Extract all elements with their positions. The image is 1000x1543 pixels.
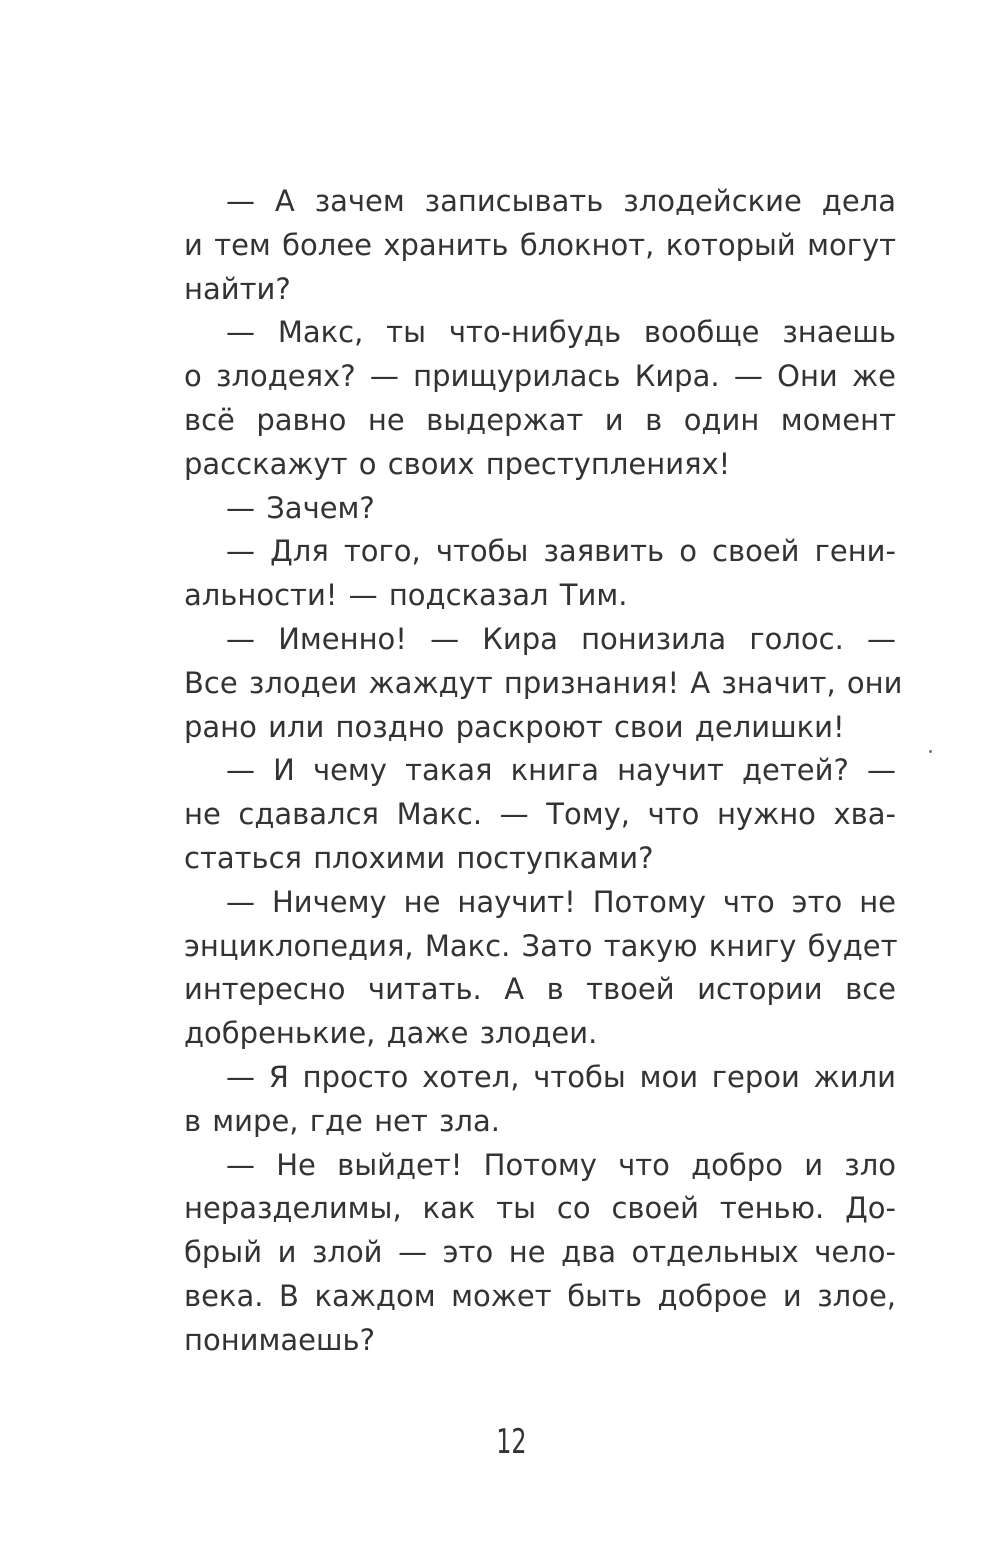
text-line: — Зачем? bbox=[226, 490, 375, 525]
text-line: Все злодеи жаждут признания! А значит, они bbox=[184, 665, 903, 700]
text-line: энциклопедия, Макс. Зато такую книгу будет bbox=[184, 928, 898, 963]
text-line: неразделимы, как ты со своей тенью. До- bbox=[184, 1191, 896, 1226]
text-line: и тем более хранить блокнот, который могут bbox=[184, 227, 896, 262]
body-text bbox=[184, 180, 903, 1363]
text-line: — И чему такая книга научит детей? — bbox=[226, 753, 896, 788]
text-line: века. В каждом может быть доброе и злое, bbox=[184, 1278, 896, 1313]
text-line: статься плохими поступками? bbox=[184, 840, 654, 875]
page-number: 12 bbox=[496, 1422, 527, 1462]
text-line: брый и злой — это не два отдельных чело- bbox=[184, 1235, 896, 1270]
text-line: не сдавался Макс. — Тому, что нужно хва- bbox=[184, 797, 896, 832]
text-line: — Именно! — Кира понизила голос. — bbox=[226, 621, 896, 656]
text-line: всё равно не выдержат и в один момент bbox=[184, 402, 896, 437]
text-line: — Не выйдет! Потому что добро и зло bbox=[226, 1147, 896, 1182]
text-line: интересно читать. А в твоей истории все bbox=[184, 972, 896, 1007]
text-line: рано или поздно раскроют свои делишки! bbox=[184, 709, 845, 744]
text-line: — Ничему не научит! Потому что это не bbox=[226, 884, 896, 919]
text-line: расскажут о своих преступлениях! bbox=[184, 446, 731, 481]
text-line: найти? bbox=[184, 271, 291, 306]
text-line: — Макс, ты что-нибудь вообще знаешь bbox=[226, 315, 896, 350]
text-line: в мире, где нет зла. bbox=[184, 1103, 500, 1138]
print-speck bbox=[929, 750, 932, 753]
text-line: — А зачем записывать злодейские дела bbox=[226, 184, 896, 218]
text-line: альности! — подсказал Тим. bbox=[184, 578, 628, 613]
text-line: понимаешь? bbox=[184, 1322, 376, 1357]
text-line: о злодеях? — прищурилась Кира. — Они же bbox=[184, 359, 896, 394]
text-line: — Я просто хотел, чтобы мои герои жили bbox=[226, 1059, 896, 1094]
text-line: — Для того, чтобы заявить о своей гени- bbox=[226, 534, 896, 569]
text-line: добренькие, даже злодеи. bbox=[184, 1016, 598, 1051]
